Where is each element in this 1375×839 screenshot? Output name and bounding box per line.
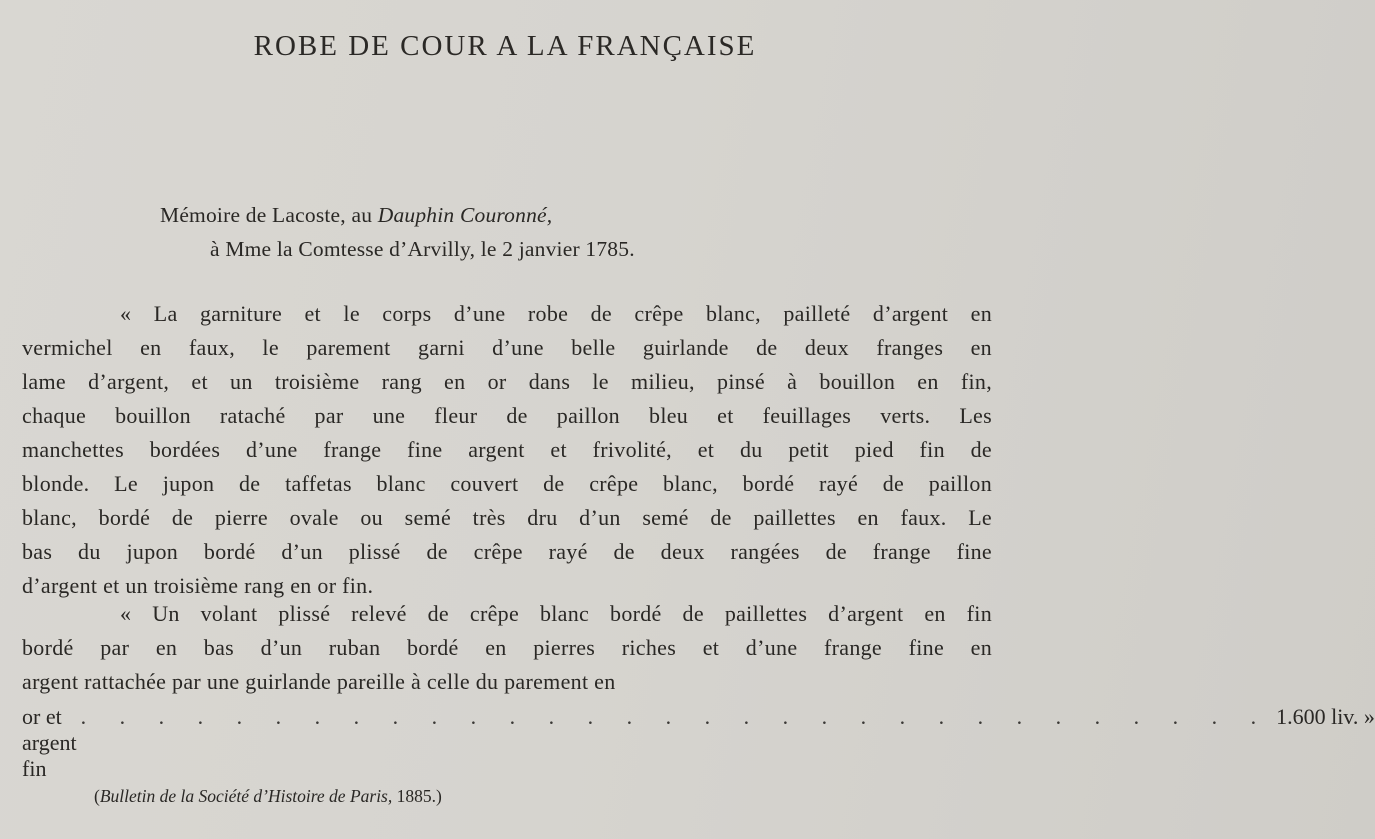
text-line: argent rattachée par une guirlande pareille à celle du parement en [22,669,616,694]
text-line: vermichel en faux, le parement garni d’une belle guirlande de deux franges en [22,335,992,360]
paragraph-volant [22,597,992,699]
citation-year: 1885.) [392,786,442,806]
text-line: « La garniture et le corps d’une robe de crêpe blanc, pailleté d’argent en [120,301,992,326]
memoire-line2: à Mme la Comtesse d’Arvilly, le 2 janvier 1785. [210,237,635,261]
citation-open-paren: ( [94,786,100,806]
price-amount: 1.600 liv. » [1276,704,1375,729]
text-line: lame d’argent, et un troisième rang en or dans le milieu, pinsé à bouillon en fin, [22,369,992,394]
paragraph-garniture [22,297,992,603]
page-title: ROBE DE COUR A LA FRANÇAISE [253,30,757,62]
text-line: manchettes bordées d’une frange fine argent et frivolité, et du petit pied fin de [22,437,992,462]
price-line [22,704,1375,782]
text-line: blonde. Le jupon de taffetas blanc couvert de crêpe blanc, bordé rayé de paillon [22,471,992,496]
text-line: bordé par en bas d’un ruban bordé en pierres riches et d’une frange fine en [22,635,992,660]
dot-leader: . . . . . . . . . . . . . . . . . . . . . . . . . . . . . . . [80,704,1271,729]
memoire-line1 [160,203,552,227]
text-line: bas du jupon bordé d’un plissé de crêpe rayé de deux rangées de frange fine [22,539,992,564]
memoire-heading [160,198,635,266]
text-line: d’argent et un troisième rang en or fin. [22,573,374,598]
text-line: « Un volant plissé relevé de crêpe blanc bordé de paillettes d’argent en fin [120,601,992,626]
text-line: chaque bouillon rataché par une fleur de paillon bleu et feuillages verts. Les [22,403,992,428]
text-line: blanc, bordé de pierre ovale ou semé très dru d’un semé de paillettes en faux. Le [22,505,992,530]
memoire-shop-name: Dauphin Couronné, [377,203,553,227]
source-citation [94,786,442,807]
price-item-text: or et argent fin [22,704,77,781]
memoire-author: Mémoire de Lacoste, au [160,203,378,227]
citation-journal: Bulletin de la Société d’Histoire de Paris, [99,786,393,806]
